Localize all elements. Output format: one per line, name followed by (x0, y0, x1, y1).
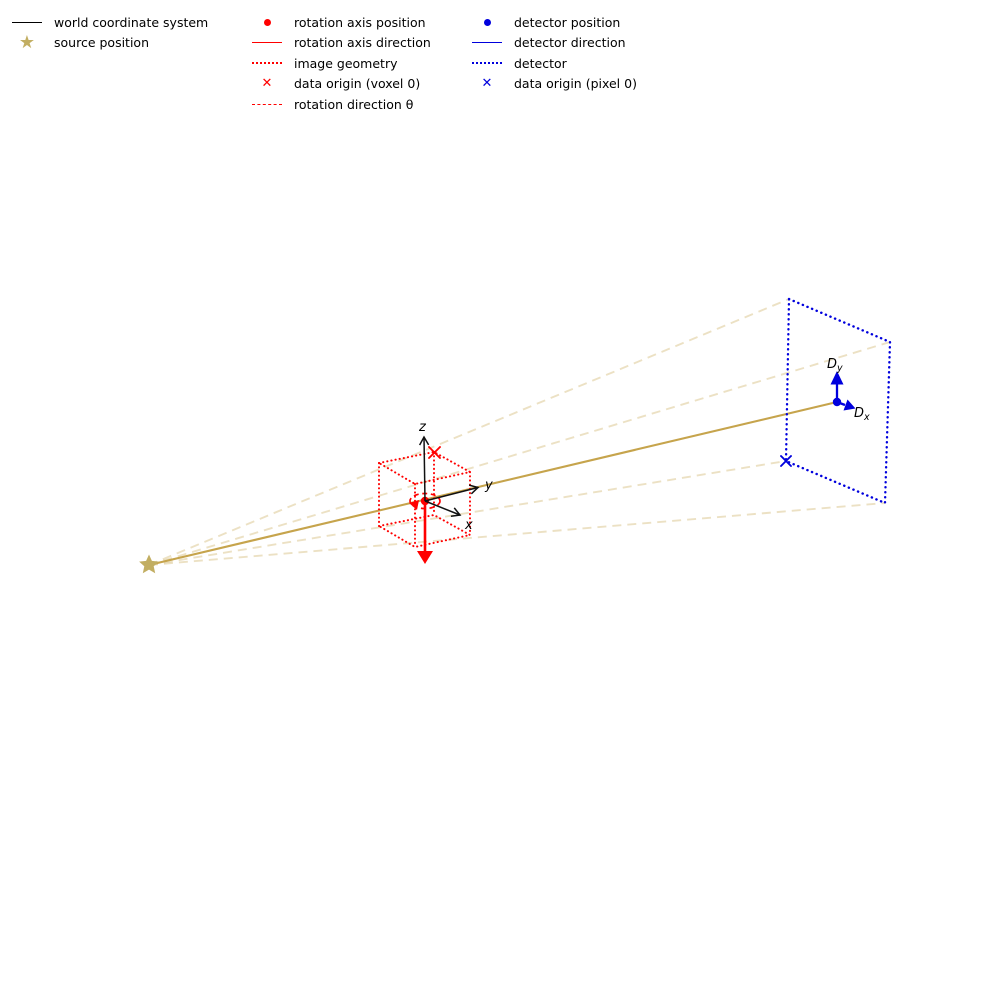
legend-column-world (12, 12, 208, 53)
black-line-icon (12, 22, 42, 23)
legend-column-detector (472, 12, 637, 94)
blue-cross-icon: ✕ (481, 76, 493, 92)
detector-direction-dy-arrow (831, 371, 844, 402)
legend-label: rotation axis position (294, 14, 426, 30)
detector-position-dot (833, 398, 841, 406)
legend-label: detector (514, 55, 567, 71)
blue-dot-icon (484, 19, 491, 26)
legend-label: image geometry (294, 55, 398, 71)
legend-label: world coordinate system (54, 14, 209, 30)
red-dotted-line-icon (252, 62, 282, 64)
axis-label-z: z (419, 420, 426, 435)
source-edge-rays (149, 299, 890, 565)
legend-label: rotation axis direction (294, 35, 431, 51)
red-dashed-line-icon (252, 104, 282, 105)
detector-axis-label-dx: $D_x$ (854, 406, 870, 423)
legend-label: detector direction (514, 35, 626, 51)
axis-label-y: y (485, 478, 493, 493)
star-icon: ★ (18, 31, 36, 53)
source-position-star (139, 555, 159, 574)
legend-item-rotation-direction (252, 94, 431, 115)
legend-column-rotation (252, 12, 431, 115)
legend-item-detector-direction (472, 33, 637, 54)
legend-item-rotation-axis-position (252, 12, 431, 33)
red-line-icon (252, 42, 282, 43)
data-origin-pixel0-cross (781, 456, 791, 466)
legend-item-rotation-axis-direction (252, 33, 431, 54)
legend-item-detector (472, 53, 637, 74)
red-cross-icon: ✕ (261, 76, 273, 92)
blue-line-icon (472, 42, 502, 43)
legend-label: rotation direction θ (294, 96, 414, 112)
legend-item-image-geometry (252, 53, 431, 74)
legend-item-detector-position (472, 12, 637, 33)
legend-item-world-coordinate-system (12, 12, 208, 33)
blue-dotted-line-icon (472, 62, 502, 64)
red-dot-icon (264, 19, 271, 26)
legend-item-source-position (12, 33, 208, 54)
legend-item-data-origin-voxel0 (252, 74, 431, 95)
detector-axis-label-dy: $D_y$ (827, 357, 843, 374)
source-central-ray (149, 402, 837, 565)
legend-item-data-origin-pixel0 (472, 74, 637, 95)
legend-label: data origin (voxel 0) (294, 76, 421, 92)
legend-label: source position (54, 35, 149, 51)
legend-label: data origin (pixel 0) (514, 76, 637, 92)
axis-label-x: x (465, 518, 473, 533)
legend-label: detector position (514, 14, 621, 30)
rotation-axis-direction-arrow (417, 501, 433, 564)
